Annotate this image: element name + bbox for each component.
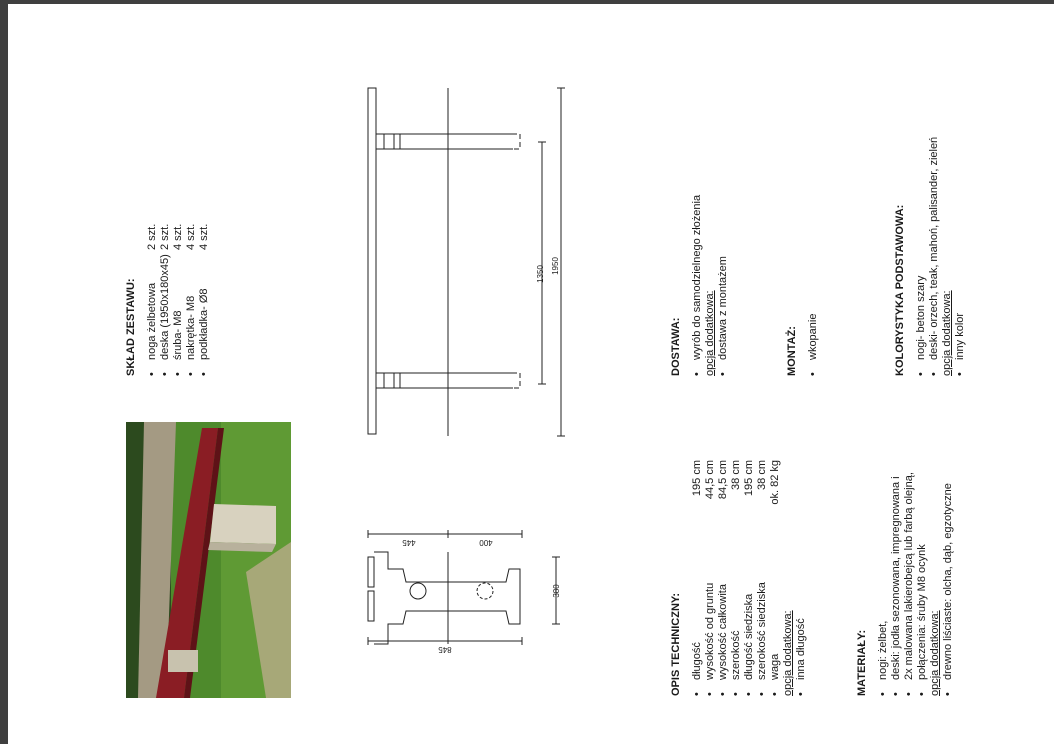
- list-item: • szerokość siedziska 38 cm: [756, 460, 769, 696]
- dim-total-length: 1950: [551, 257, 560, 275]
- leg-outline: [376, 134, 513, 149]
- list-item: • długość 195 cm: [691, 460, 704, 696]
- list-item: • wysokość całkowita 84,5 cm: [717, 460, 730, 696]
- colors-option-label: opcja dodatkowa:: [940, 290, 953, 376]
- composition-heading: SKŁAD ZESTAWU:: [125, 278, 137, 376]
- document-page: [8, 4, 1054, 744]
- list-item: • podkładka- Ø8 4 szt.: [198, 217, 211, 376]
- delivery-heading: DOSTAWA:: [670, 317, 682, 376]
- leg-end-outline: [374, 552, 520, 644]
- dim-leg-spacing: 1350: [536, 265, 545, 283]
- delivery-option-label: opcja dodatkowa:: [703, 290, 716, 376]
- materials-heading: MATERIAŁY:: [856, 629, 868, 696]
- list-item: • nakrętka- M8 4 szt.: [185, 217, 198, 376]
- list-item: • inna długość: [795, 460, 808, 696]
- list-item: • inny kolor: [954, 137, 967, 376]
- materials-section: [856, 472, 955, 696]
- dim-depth: 380: [552, 584, 561, 598]
- list-item: • deska (1950x180x45) 2 szt.: [159, 217, 172, 376]
- assembly-heading: MONTAŻ:: [786, 326, 798, 376]
- assembly-section: [786, 314, 820, 376]
- colors-section: [894, 137, 967, 376]
- list-item: • waga ok. 82 kg: [769, 460, 782, 696]
- dim-upper: 445: [402, 538, 416, 547]
- list-item: • śruba- M8 4 szt.: [172, 217, 185, 376]
- list-item: • 2x malowana lakierobejcą lub farbą olejną,: [903, 472, 916, 696]
- list-item: • wyrób do samodzielnego złożenia: [691, 195, 704, 376]
- list-item: • dostawa z montażem: [717, 195, 730, 376]
- delivery-section: [670, 195, 730, 376]
- list-item: • szerokość 38 cm: [730, 460, 743, 696]
- technical-description-section: [670, 460, 808, 696]
- materials-option-label: opcja dodatkowa:: [928, 610, 941, 696]
- colors-heading: KOLORYSTYKA PODSTAWOWA:: [894, 204, 906, 376]
- dim-lower: 400: [479, 538, 493, 547]
- list-item: • nogi: żelbet,: [877, 472, 890, 696]
- list-item: • wkopanie: [807, 314, 820, 376]
- list-item: • deski- orzech, teak, mahoń, palisander, zieleń: [928, 137, 941, 376]
- list-item: • deski: jodła sezonowana, impregnowana i: [890, 472, 903, 696]
- dim-width: 845: [438, 645, 452, 654]
- leg-outline: [376, 373, 513, 388]
- list-item: • nogi- beton szary: [915, 137, 928, 376]
- technical-heading: OPIS TECHNICZNY:: [670, 592, 682, 696]
- technical-option-label: opcja dodatkowa:: [781, 610, 794, 696]
- list-item: • długość siedziska 195 cm: [743, 460, 756, 696]
- seat-board-outline: [368, 88, 376, 434]
- list-item: • drewno liściaste: olcha, dąb, egzotyczne: [942, 472, 955, 696]
- list-item: • połączenia: śruby M8 ocynk: [916, 472, 929, 696]
- list-item: • noga żelbetowa 2 szt.: [146, 217, 159, 376]
- list-item: • wysokość od gruntu 44,5 cm: [704, 460, 717, 696]
